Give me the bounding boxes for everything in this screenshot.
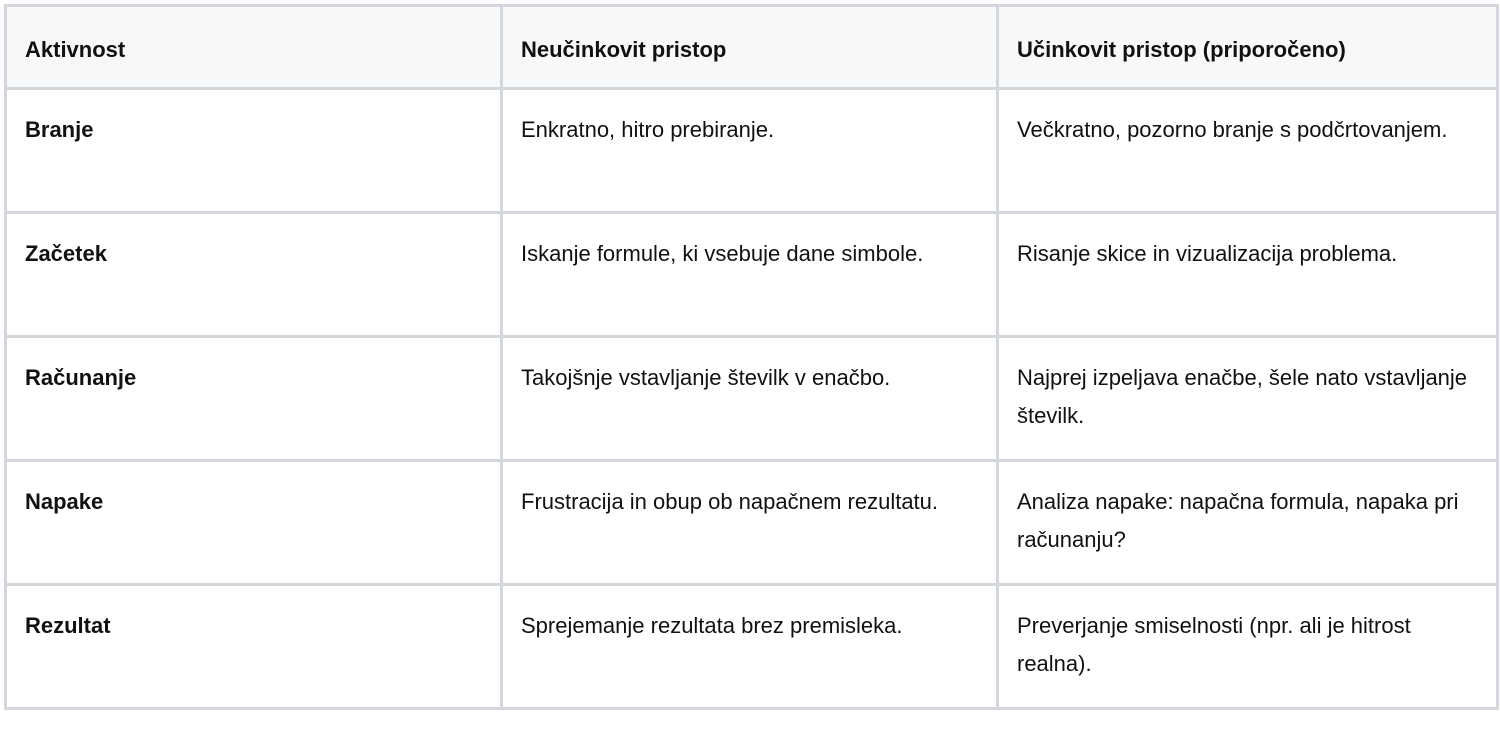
activity-cell: Rezultat <box>6 585 502 709</box>
table-row <box>6 585 1498 709</box>
table-row <box>6 337 1498 461</box>
effective-cell: Najprej izpeljava enačbe, šele nato vstavljanje številk. <box>998 337 1498 461</box>
table-row <box>6 213 1498 337</box>
ineffective-cell: Sprejemanje rezultata brez premisleka. <box>502 585 998 709</box>
table-row <box>6 89 1498 213</box>
activity-cell: Računanje <box>6 337 502 461</box>
table-header <box>6 6 1498 89</box>
ineffective-cell: Frustracija in obup ob napačnem rezultatu. <box>502 461 998 585</box>
header-ineffective-approach: Neučinkovit pristop <box>502 6 998 89</box>
ineffective-cell: Iskanje formule, ki vsebuje dane simbole. <box>502 213 998 337</box>
ineffective-cell: Takojšnje vstavljanje številk v enačbo. <box>502 337 998 461</box>
activity-cell: Branje <box>6 89 502 213</box>
activity-cell: Napake <box>6 461 502 585</box>
effective-cell: Preverjanje smiselnosti (npr. ali je hitrost realna). <box>998 585 1498 709</box>
header-row <box>6 6 1498 89</box>
header-activity: Aktivnost <box>6 6 502 89</box>
ineffective-cell: Enkratno, hitro prebiranje. <box>502 89 998 213</box>
header-effective-approach: Učinkovit pristop (priporočeno) <box>998 6 1498 89</box>
activity-cell: Začetek <box>6 213 502 337</box>
table-row <box>6 461 1498 585</box>
comparison-table <box>4 4 1499 710</box>
table-body <box>6 89 1498 709</box>
effective-cell: Analiza napake: napačna formula, napaka pri računanju? <box>998 461 1498 585</box>
effective-cell: Risanje skice in vizualizacija problema. <box>998 213 1498 337</box>
effective-cell: Večkratno, pozorno branje s podčrtovanjem. <box>998 89 1498 213</box>
comparison-table-container <box>4 4 1496 710</box>
